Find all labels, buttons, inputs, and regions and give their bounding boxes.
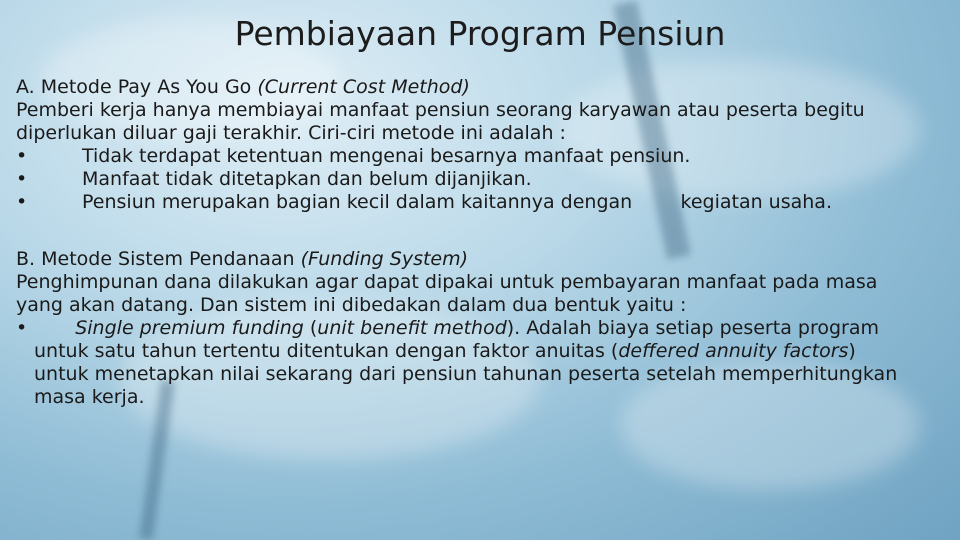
bullet-item: • Tidak terdapat ketentuan mengenai besarnya manfaat pensiun. bbox=[16, 145, 691, 167]
bullet-item: • Single premium funding (unit benefit method). Adalah biaya setiap peserta program untuk satu tahun tertentu ditentukan dengan faktor anuitas (deffered annuity factors) untuk menetapkan nilai sekarang dari pensiun tahunan peserta setelah memperhitungkan masa kerja. bbox=[16, 317, 898, 408]
slide-title: Pembiayaan Program Pensiun bbox=[234, 14, 726, 53]
section-b-heading: B. Metode Sistem Pendanaan (Funding System) bbox=[16, 248, 469, 270]
section-a-intro: Pemberi kerja hanya membiayai manfaat pensiun seorang karyawan atau peserta begitu diperlukan diluar gaji terakhir. Ciri-ciri metode ini adalah : bbox=[16, 99, 865, 144]
bullet-item: • Pensiun merupakan bagian kecil dalam kaitannya dengan kegiatan usaha. bbox=[16, 191, 832, 213]
section-a-heading: A. Metode Pay As You Go (Current Cost Method) bbox=[16, 76, 470, 98]
bullet-item: • Manfaat tidak ditetapkan dan belum dijanjikan. bbox=[16, 168, 532, 190]
section-b-intro: Penghimpunan dana dilakukan agar dapat dipakai untuk pembayaran manfaat pada masa yang akan datang. Dan sistem ini dibedakan dalam dua bentuk yaitu : bbox=[16, 271, 878, 316]
slide-body bbox=[16, 76, 916, 409]
